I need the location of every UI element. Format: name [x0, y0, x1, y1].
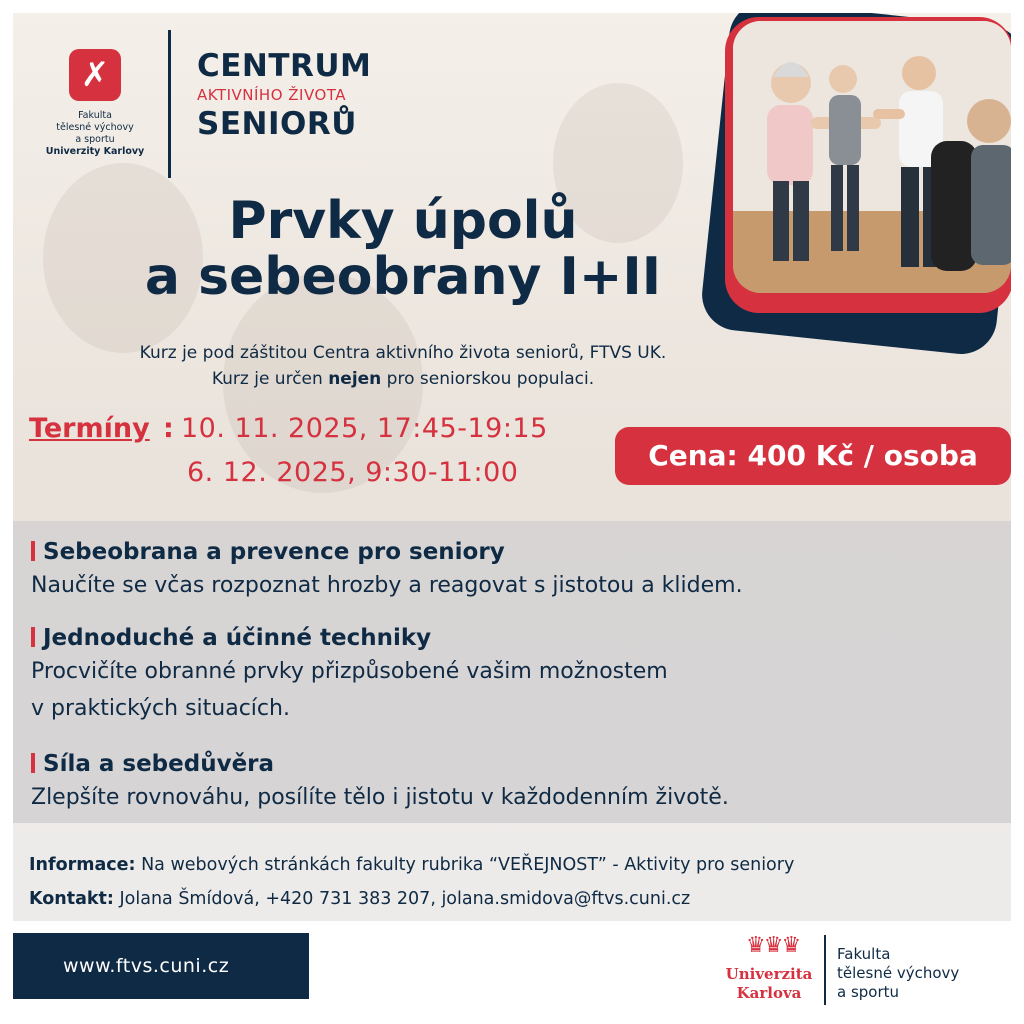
page-title: [113, 193, 693, 305]
feature-description-line: Naučíte se včas rozpoznat hrozby a reagovat s jistotou a klidem.: [31, 573, 743, 598]
feature-item: [31, 539, 743, 604]
intro-line-1: Kurz je pod záštitou Centra aktivního života seniorů, FTVS UK.: [139, 343, 667, 363]
feature-bar-icon: [31, 753, 35, 773]
features-panel: [13, 521, 1011, 823]
info-text: Na webových stránkách fakulty rubrika “VEŘEJNOST” - Aktivity pro seniory: [135, 855, 795, 875]
brand-bottom: SENIORŮ: [197, 106, 357, 142]
feature-heading: [31, 625, 668, 651]
seniors-training-photo: [733, 21, 1011, 293]
poster: [13, 13, 1011, 1011]
seniors-training-illustration: [733, 21, 1011, 293]
feature-item: [31, 751, 729, 816]
feature-description-line: Zlepšíte rovnováhu, posílíte tělo i jistotu v každodenním životě.: [31, 785, 729, 810]
intro-line-2-end: pro seniorskou populaci.: [381, 369, 595, 389]
terms-label-colon: :: [163, 413, 174, 444]
feature-description: [31, 779, 729, 816]
feature-description: [31, 653, 668, 727]
term-date-2: 6. 12. 2025, 9:30-11:00: [187, 457, 519, 488]
faculty-name-line: Fakulta: [837, 945, 891, 963]
faculty-name-line: a sportu: [837, 983, 900, 1001]
logo-caption-line: Univerzity Karlovy: [45, 146, 145, 157]
university-name-line: Karlova: [736, 984, 802, 1002]
title-line-2: a sebeobrany I+II: [144, 247, 662, 307]
brand-top: CENTRUM: [197, 48, 372, 84]
contact-line: [29, 889, 690, 909]
terms-label-text: Termíny: [29, 413, 150, 444]
brand-mid: AKTIVNÍHO ŽIVOTA: [197, 86, 347, 104]
logo-caption-line: tělesné výchovy: [56, 122, 134, 133]
university-name: [715, 965, 823, 1003]
university-name-line: Univerzita: [725, 965, 813, 983]
terms-label: [29, 413, 150, 444]
feature-heading: [31, 751, 729, 777]
contact-label: Kontakt:: [29, 889, 114, 909]
info-label: Informace:: [29, 855, 136, 875]
feature-description-line: Procvičíte obranné prvky přizpůsobené vašim možnostem: [31, 659, 668, 684]
feature-heading-text: Síla a sebedůvěra: [43, 751, 275, 777]
feature-description-line: v praktických situacích.: [31, 696, 290, 721]
intro-line-2-start: Kurz je určen: [211, 369, 329, 389]
faculty-name-line: tělesné výchovy: [837, 964, 960, 982]
intro-line-2: [53, 366, 753, 392]
feature-heading-text: Sebeobrana a prevence pro seniory: [43, 539, 505, 565]
title-line-1: Prvky úpolů: [228, 191, 578, 251]
logo-caption-line: a sportu: [75, 134, 115, 145]
info-panel: [13, 823, 1011, 935]
brand-title: [197, 48, 371, 142]
website-link[interactable]: www.ftvs.cuni.cz: [13, 933, 309, 999]
footer-divider: [824, 935, 826, 1005]
feature-description: [31, 567, 743, 604]
feature-bar-icon: [31, 541, 35, 561]
ftvs-logo-icon: ✗: [69, 49, 121, 101]
intro-line-2-bold: nejen: [328, 369, 382, 389]
feature-bar-icon: [31, 627, 35, 647]
feature-item: [31, 625, 668, 727]
term-date-1: 10. 11. 2025, 17:45-19:15: [181, 413, 548, 444]
info-line: [29, 855, 794, 875]
price-badge: Cena: 400 Kč / osoba: [615, 427, 1011, 485]
feature-heading-text: Jednoduché a účinné techniky: [43, 625, 432, 651]
contact-text: Jolana Šmídová, +420 731 383 207, jolana.smidova@ftvs.cuni.cz: [113, 889, 691, 909]
header-divider: [168, 30, 171, 178]
logo-caption-line: Fakulta: [78, 110, 112, 121]
crown-icon: ♛♛♛: [746, 933, 800, 958]
intro-text: [53, 340, 753, 392]
feature-heading: [31, 539, 743, 565]
logo-caption: [31, 110, 159, 158]
faculty-name: [837, 945, 959, 1002]
